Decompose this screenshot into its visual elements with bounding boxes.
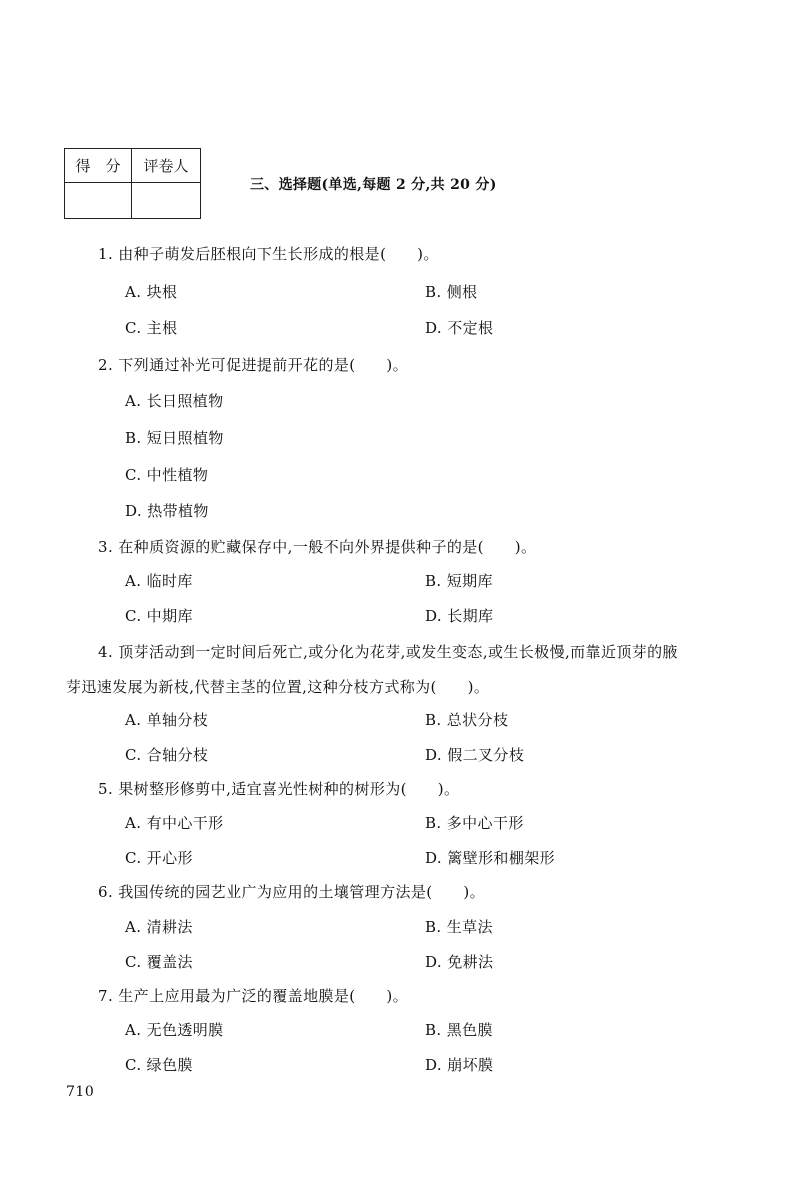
question-4-continued: 芽迅速发展为新枝,代替主茎的位置,这种分枝方式称为( )。 [66, 678, 490, 696]
q2-option-c: C. 中性植物 [125, 466, 209, 484]
q7-option-b: B. 黑色膜 [425, 1021, 493, 1039]
q5-option-b: B. 多中心干形 [425, 814, 524, 832]
page-number: 710 [66, 1084, 95, 1100]
q3-option-c: C. 中期库 [125, 607, 193, 625]
q5-option-d: D. 篱壁形和棚架形 [425, 849, 556, 867]
q1-option-b: B. 侧根 [425, 283, 478, 301]
section-title: 三、选择题(单选,每题 2 分,共 20 分) [250, 177, 497, 193]
q2-option-b: B. 短日照植物 [125, 429, 224, 447]
q3-option-d: D. 长期库 [425, 607, 494, 625]
score-cell [65, 183, 132, 219]
q6-option-d: D. 免耕法 [425, 953, 494, 971]
q5-option-c: C. 开心形 [125, 849, 193, 867]
q1-option-c: C. 主根 [125, 319, 178, 337]
q3-option-b: B. 短期库 [425, 572, 493, 590]
q3-option-a: A. 临时库 [125, 572, 193, 590]
q7-option-d: D. 崩坏膜 [425, 1056, 494, 1074]
q2-option-d: D. 热带植物 [125, 502, 209, 520]
q4-option-a: A. 单轴分枝 [125, 711, 209, 729]
q1-option-d: D. 不定根 [425, 319, 494, 337]
q4-option-d: D. 假二叉分枝 [425, 746, 525, 764]
q2-option-a: A. 长日照植物 [125, 392, 224, 410]
question-1: 1. 由种子萌发后胚根向下生长形成的根是( )。 [98, 245, 439, 263]
score-label: 得 分 [65, 149, 132, 183]
question-5: 5. 果树整形修剪中,适宜喜光性树种的树形为( )。 [98, 780, 460, 798]
q4-option-c: C. 合轴分枝 [125, 746, 209, 764]
q6-option-c: C. 覆盖法 [125, 953, 193, 971]
question-6: 6. 我国传统的园艺业广为应用的土壤管理方法是( )。 [98, 883, 485, 901]
q7-option-a: A. 无色透明膜 [125, 1021, 224, 1039]
grader-label: 评卷人 [132, 149, 201, 183]
q1-option-a: A. 块根 [125, 283, 178, 301]
question-7: 7. 生产上应用最为广泛的覆盖地膜是( )。 [98, 987, 408, 1005]
q6-option-b: B. 生草法 [425, 918, 493, 936]
question-4: 4. 顶芽活动到一定时间后死亡,或分化为花芽,或发生变态,或生长极慢,而靠近顶芽的腋 [98, 643, 678, 661]
question-3: 3. 在种质资源的贮藏保存中,一般不向外界提供种子的是( )。 [98, 538, 537, 556]
grader-cell [132, 183, 201, 219]
score-table [64, 148, 201, 219]
q4-option-b: B. 总状分枝 [425, 711, 509, 729]
q7-option-c: C. 绿色膜 [125, 1056, 193, 1074]
q6-option-a: A. 清耕法 [125, 918, 193, 936]
q5-option-a: A. 有中心干形 [125, 814, 224, 832]
question-2: 2. 下列通过补光可促进提前开花的是( )。 [98, 356, 408, 374]
